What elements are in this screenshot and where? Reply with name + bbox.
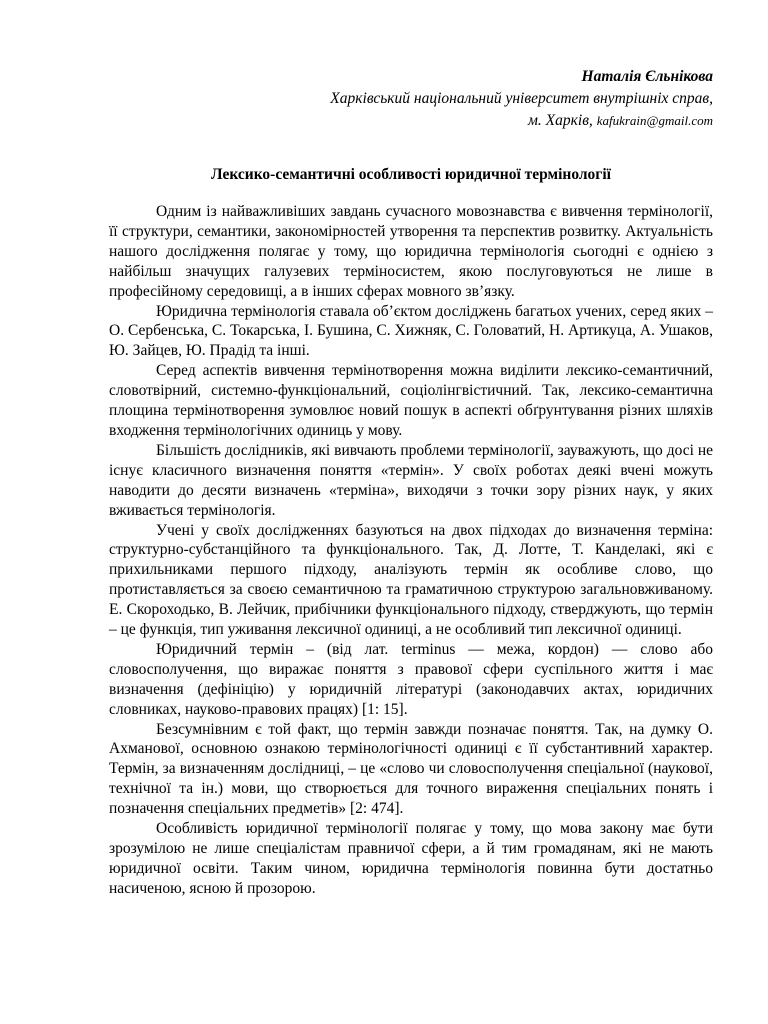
paragraph: Юридичний термін – (від лат. terminus — межа, кордон) — слово або словосполучення, що виражає поняття з правової сфери суспільного життя і має визначення (дефініцію) у юридичній літературі (законодавчих актах, юридичних словниках, науково-правових працях) [1: 15]. [109, 640, 713, 718]
location-line [109, 110, 713, 132]
document-page [109, 66, 713, 899]
paragraph: Одним із найважливіших завдань сучасного мовознавства є вивчення термінології, її структури, семантики, закономірностей утворення та перспектив розвитку. Актуальність нашого дослідження полягає у тому, що юридична термінологія сьогодні є однією з найбільш значущих галузевих терміносистем, якою послуговуються не лише в професійному середовищі, а в інших сферах мовного зв’язку. [109, 203, 713, 300]
paragraph: Юридична термінологія ставала об’єктом досліджень багатьох учених, серед яких – О. Сербенська, С. Токарська, І. Бушина, С. Хижняк, С. Головатий, Н. Артикуца, А. Ушаков, Ю. Зайцев, Ю. Прадід та інші. [109, 302, 713, 360]
author-name: Наталія Єльнікова [581, 68, 713, 85]
affiliation: Харківський національний університет внутрішніх справ, [330, 90, 713, 107]
paragraph: Особливість юридичної термінології полягає у тому, що мова закону має бути зрозумілою не лише спеціалістам правничої сфери, а й тим громадянам, які не мають юридичної освіти. Таким чином, юридична термінологія повинна бути достатньо насиченою, ясною й прозорою. [109, 820, 713, 897]
paragraph: Серед аспектів вивчення термінотворення можна виділити лексико-семантичний, словотвірний, системно-функціональний, соціолінгвістичний. Так, лексико-семантична площина термінотворення зумовлює новий пошук в аспекті обґрунтування різних шляхів входження термінологічних одиниць у мову. [109, 362, 713, 439]
city: м. Харків, [528, 112, 593, 129]
author-block [109, 66, 713, 132]
article-body [109, 202, 713, 899]
paragraph: Учені у своїх дослідженнях базуються на двох підходах до визначення терміна: структурно-субстанційного та функціонального. Так, Д. Лотте, Т. Канделакі, які є прихильниками першого підходу, аналізують термін як особливе слово, що протиставляється за своєю семантичною та граматичною структурою загальновживаному. Е. Скороходько, В. Лейчик, прибічники функціонального підходу, стверджують, що термін – це функція, тип уживання лексичної одиниці, а не особливий тип лексичної одиниці. [109, 521, 713, 639]
article-title: Лексико-семантичні особливості юридичної термінології [211, 166, 611, 183]
paragraph: Більшість дослідників, які вивчають проблеми термінології, зауважують, що досі не існує класичного визначення поняття «термін». У своїх роботах деякі вчені можуть наводити до десяти визначень «терміна», виходячи з точки зору різних наук, у яких вживається термінологія. [109, 441, 713, 519]
email: kafukrain@gmail.com [596, 113, 713, 128]
paragraph: Безсумнівним є той факт, що термін завжди позначає поняття. Так, на думку О. Ахманової, основною ознакою термінологічності одиниці є її субстантивний характер. Термін, за визначенням дослідниці, – це «слово чи словосполучення спеціальної (наукової, технічної та ін.) мови, що створюється для точного вираження спеціальних понять і позначення спеціальних предметів» [2: 474]. [109, 720, 713, 818]
